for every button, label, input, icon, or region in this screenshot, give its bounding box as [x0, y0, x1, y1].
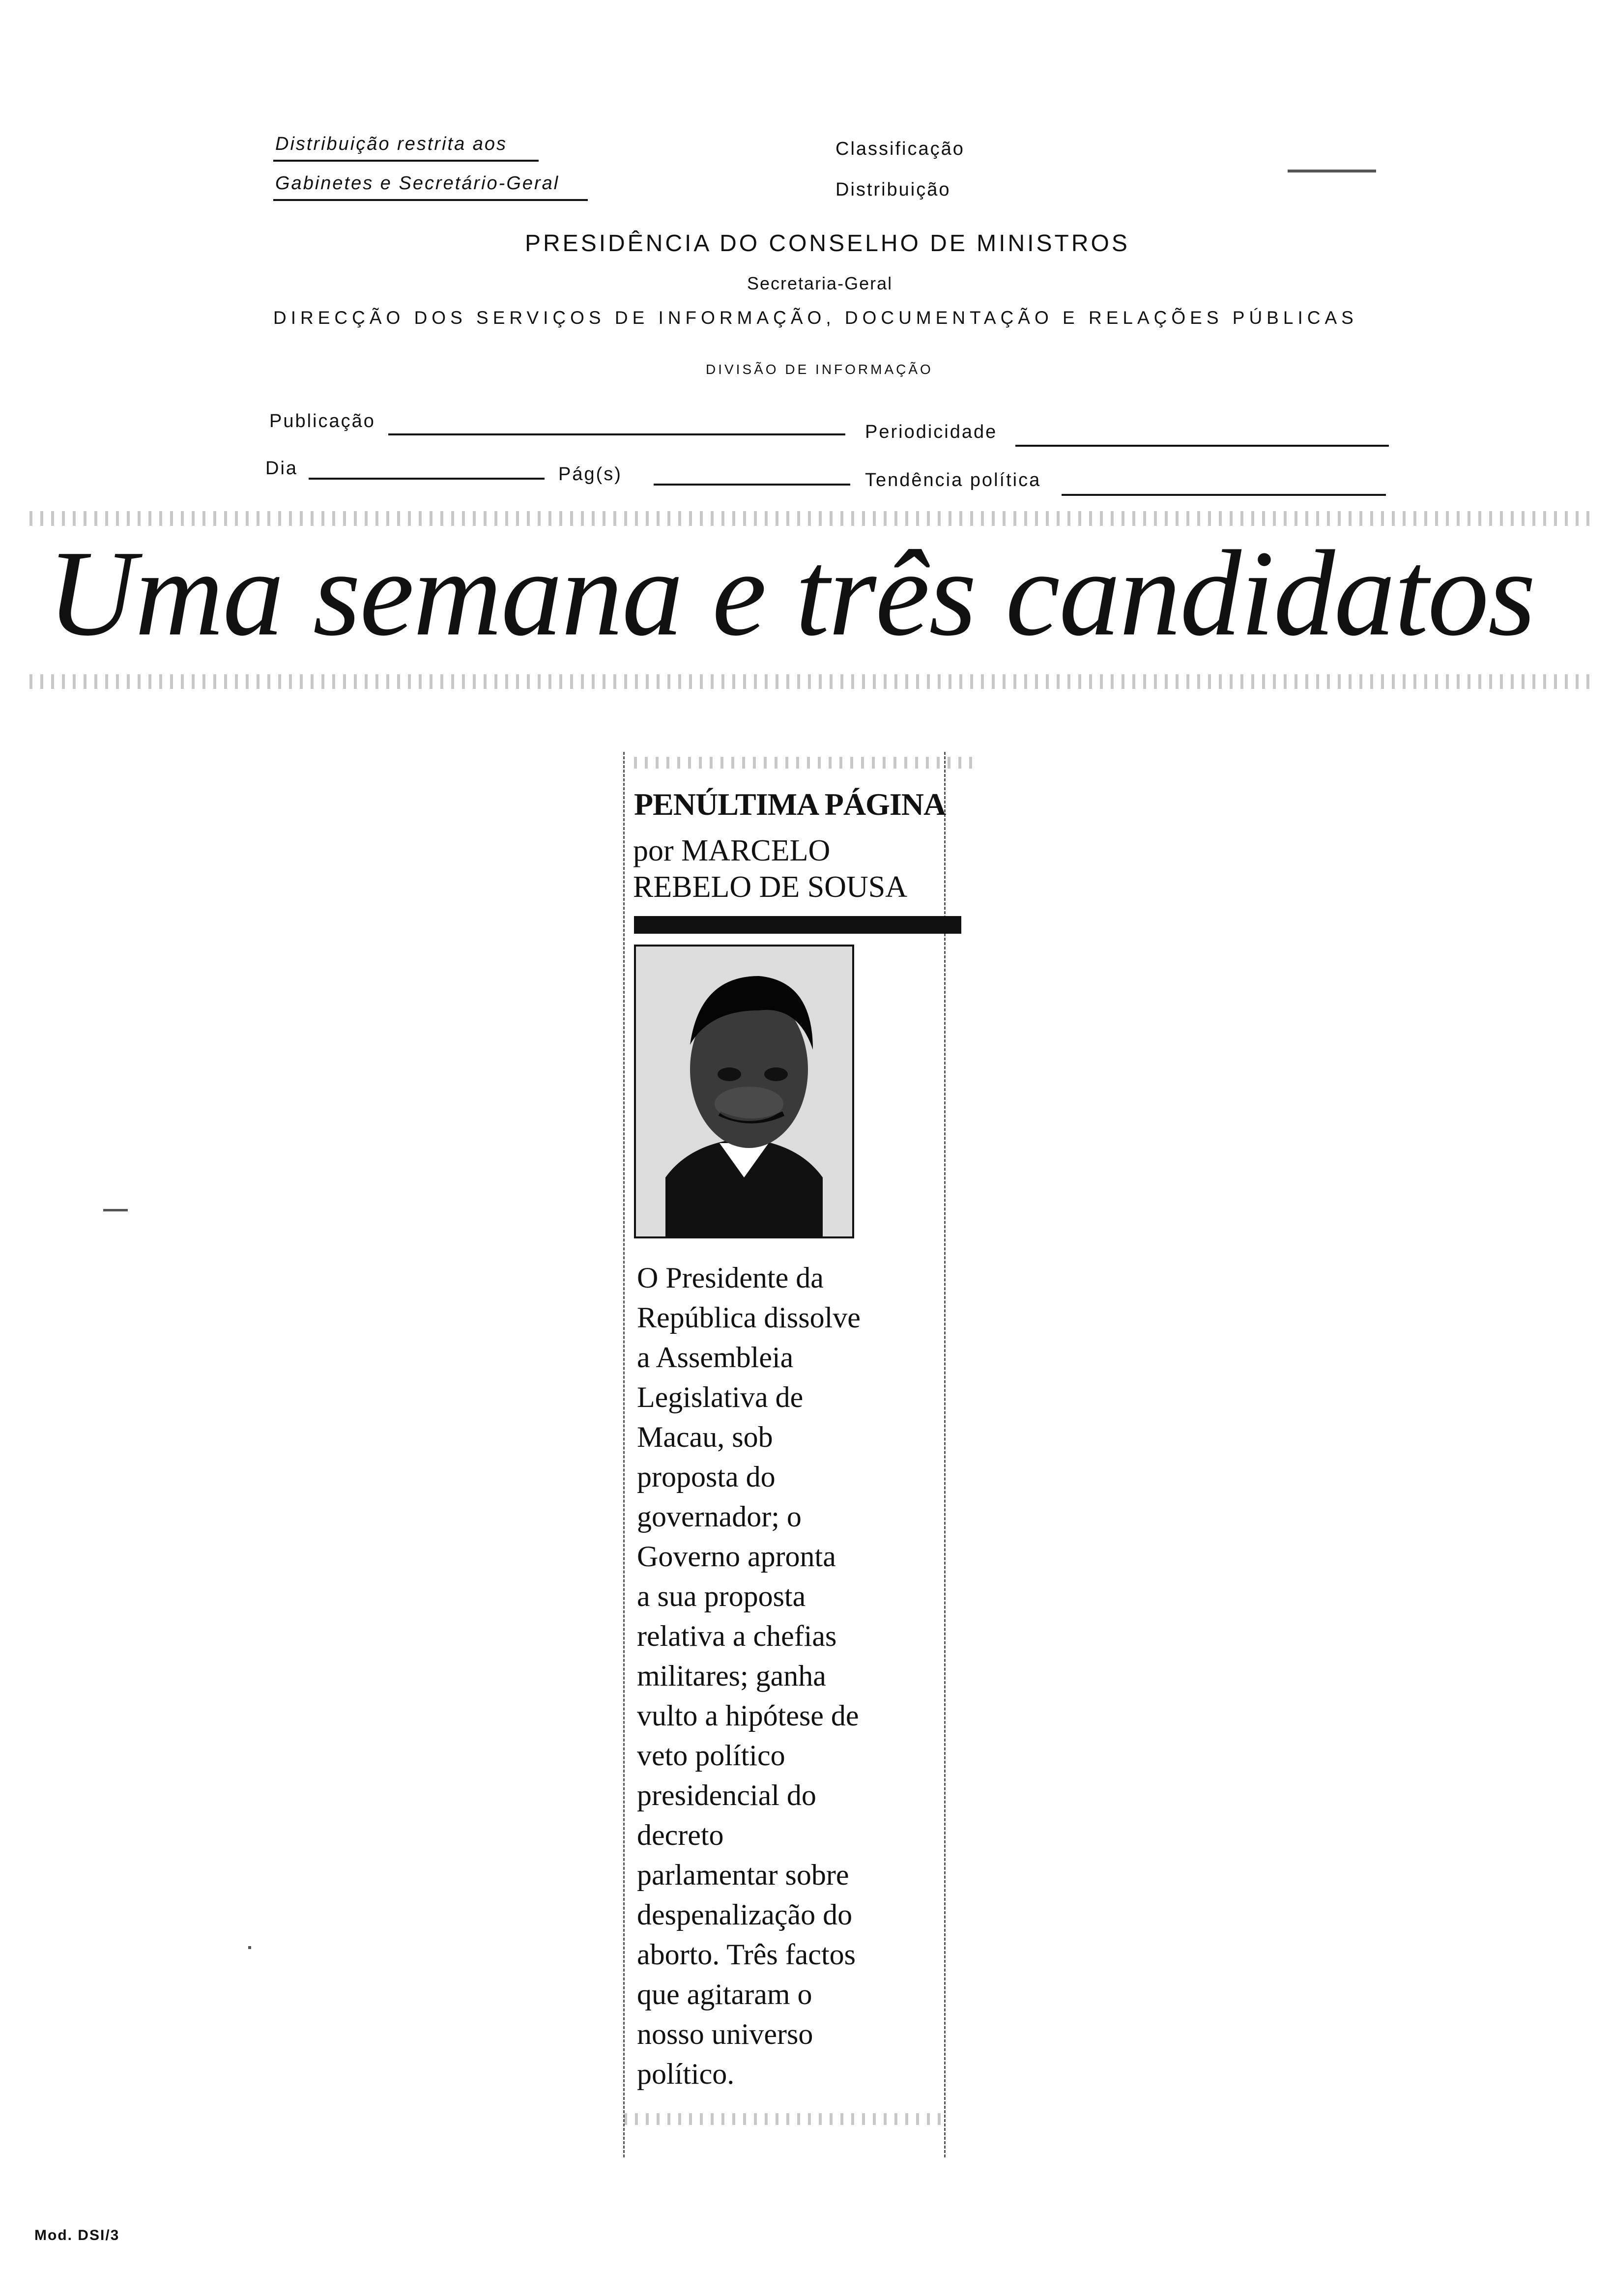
body-line: vulto a hipótese de — [637, 1699, 859, 1732]
model-code: Mod. DSI/3 — [34, 2227, 120, 2243]
body-line: despenalização do — [637, 1898, 853, 1931]
body-line: relativa a chefias — [637, 1620, 837, 1652]
body-line: nosso universo — [637, 2018, 813, 2050]
division-line: DIVISÃO DE INFORMAÇÃO — [706, 362, 933, 377]
body-line: decreto — [637, 1819, 724, 1851]
tendencia-label: Tendência política — [865, 470, 1041, 490]
body-line: aborto. Três factos — [637, 1938, 856, 1971]
body-line: político. — [637, 2058, 735, 2090]
org-subtitle: Secretaria-Geral — [747, 273, 893, 293]
periodicidade-field — [1015, 445, 1389, 447]
body-line: parlamentar sobre — [637, 1859, 849, 1891]
body-line: República dissolve — [637, 1301, 861, 1334]
column-noise-top — [634, 757, 978, 769]
restricted-note-rule2 — [273, 199, 588, 201]
body-line: a Assembleia — [637, 1341, 794, 1374]
body-line: Governo apronta — [637, 1540, 836, 1573]
publicacao-label: Publicação — [269, 411, 375, 431]
org-title: PRESIDÊNCIA DO CONSELHO DE MINISTROS — [525, 230, 1130, 257]
dia-field — [309, 478, 545, 480]
classificacao-label: Classificação — [835, 139, 965, 159]
tendencia-field — [1062, 494, 1386, 496]
restricted-note-line1: Distribuição restrita aos — [275, 134, 508, 154]
body-line: Macau, sob — [637, 1421, 773, 1453]
author-photo-image — [636, 947, 852, 1236]
body-line: presidencial do — [637, 1779, 816, 1811]
body-line: veto político — [637, 1739, 785, 1772]
byline-rule — [634, 916, 961, 934]
directorate-line: DIRECÇÃO DOS SERVIÇOS DE INFORMAÇÃO, DOCUMENTAÇÃO E RELAÇÕES PÚBLICAS — [273, 308, 1358, 328]
publicacao-field — [388, 433, 845, 435]
body-line: a sua proposta — [637, 1580, 806, 1612]
dia-label: Dia — [265, 458, 298, 479]
pags-label: Pág(s) — [558, 464, 622, 485]
body-line: O Presidente da — [637, 1262, 824, 1294]
distribuicao-label: Distribuição — [835, 179, 951, 200]
stamp-mark — [1071, 98, 1445, 133]
section-title: PENÚLTIMA PÁGINA — [634, 787, 946, 822]
stamp-mark-line — [1288, 170, 1376, 172]
pags-field — [654, 484, 850, 486]
column-noise-bottom — [624, 2113, 944, 2125]
body-line: governador; o — [637, 1500, 802, 1533]
restricted-note-rule1 — [273, 160, 539, 162]
author-photo — [634, 945, 854, 1238]
body-line: que agitaram o — [637, 1978, 812, 2010]
body-line: militares; ganha — [637, 1660, 826, 1692]
byline-line2: REBELO DE SOUSA — [633, 870, 908, 904]
byline-line1: por MARCELO — [633, 834, 831, 867]
body-line: Legislativa de — [637, 1381, 804, 1413]
stray-dot — [248, 1946, 251, 1949]
article-body — [637, 1258, 861, 2094]
stray-mark — [103, 1209, 128, 1211]
headline-clip-noise-bottom — [29, 674, 1592, 689]
restricted-note-line2: Gabinetes e Secretário-Geral — [275, 173, 560, 194]
periodicidade-label: Periodicidade — [865, 422, 998, 442]
article-headline: Uma semana e três candidatos — [47, 525, 1535, 661]
body-line: proposta do — [637, 1461, 776, 1493]
